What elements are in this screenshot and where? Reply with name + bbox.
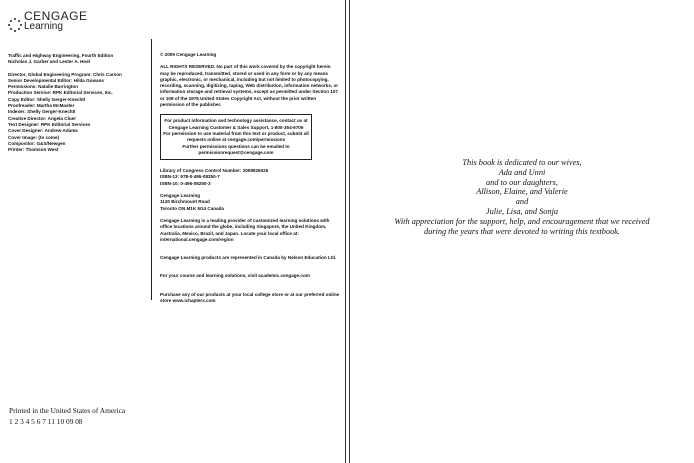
canada-note: Cengage Learning products are represented in Canada by Nelson Education Ltd. bbox=[160, 255, 337, 261]
logo-dots-icon bbox=[8, 18, 22, 32]
credit-line: Text Designer: RPK Editorial Services bbox=[8, 121, 91, 127]
printing-footer bbox=[9, 405, 125, 427]
credit-line: Cover Designer: Andrew Adams bbox=[8, 128, 78, 134]
dedication-line: and bbox=[515, 197, 529, 207]
cengage-logo bbox=[8, 9, 118, 39]
credit-line: Proofreader: Martha McMaster bbox=[8, 103, 75, 109]
isbn-13: ISBN-13: 978-0-495-08250-7 bbox=[160, 174, 220, 180]
rights-statement: ALL RIGHTS RESERVED. No part of this work covered by the copyright herein may be reproduced, transmitted, stored or used in any form or by any means graphic, electronic, or mechanical, including but not limited to photocopying, recording, scanning, digitizing, taping, Web distribution, information networks, or information storage and retrieval systems, except as permitted under Section 107 or 108 of the 1976 United States Copyright Act, without the prior written permission of the publisher. bbox=[160, 64, 339, 108]
isbn-10: ISBN-10: 0-495-08250-3 bbox=[160, 180, 211, 186]
contact-email: permissionrequest@cengage.com bbox=[198, 149, 274, 155]
column-divider bbox=[151, 39, 152, 300]
solutions-note: For your course and learning solutions, visit academic.cengage.com bbox=[160, 273, 310, 279]
dedication-line: during the years that were devoted to writing this textbook. bbox=[423, 226, 621, 236]
credit-line: Production Service: RPK Editorial Services, Inc. bbox=[8, 90, 113, 96]
printing-numbers: 1 2 3 4 5 6 7 11 10 09 08 bbox=[9, 417, 83, 426]
credit-line: Compositor: G&S/Newgen bbox=[8, 140, 66, 146]
dedication-line: This book is dedicated to our wives, bbox=[462, 158, 582, 167]
about-publisher: Cengage Learning is a leading provider of customized learning solutions with office locations around the globe, including Singapore, the United Kingdom, Australia, Mexico, Brazil, and Japan. Locate your local office at: international.cengage.com/region bbox=[160, 217, 330, 242]
credit-line: Cover Image: (to come) bbox=[8, 134, 60, 140]
credit-line: Permissions: Natalie Barrington bbox=[8, 84, 78, 90]
dedication-line: and to our daughters, bbox=[486, 177, 558, 187]
dedication bbox=[350, 158, 694, 236]
logo-subtitle: Learning bbox=[24, 21, 63, 32]
publisher-address: Cengage Learning bbox=[160, 193, 201, 199]
loc-number: Library of Congress Control Number: 2008926026 bbox=[160, 168, 269, 174]
contact-line: Cengage Learning Customer & Sales Support, 1-800-354-9706 bbox=[168, 124, 304, 130]
credit-line: Printer: Thomson West bbox=[8, 147, 59, 153]
dedication-line: Julie, Lisa, and Sonja bbox=[485, 206, 559, 216]
logo-wordmark: CENGAGE bbox=[24, 9, 88, 23]
book-authors: Nicholas J. Garber and Lester A. Hoel bbox=[8, 59, 91, 65]
credit-line: Senior Developmental Editor: Hilda Gowans bbox=[8, 77, 104, 83]
credit-line: Director, Global Engineering Program: Chris Carson bbox=[8, 71, 122, 77]
publisher-address: 1120 Birchmount Road bbox=[160, 199, 210, 205]
left-page bbox=[0, 0, 345, 463]
dedication-line: Ada and Unni bbox=[498, 167, 546, 177]
credit-line: Indexer: Shelly Gerger-Knechtl bbox=[8, 109, 76, 115]
right-page bbox=[350, 0, 694, 463]
contact-line: Further permissions questions can be emailed to bbox=[182, 143, 290, 149]
credit-line: Copy Editor: Shelly Gerger-Knechtl bbox=[8, 96, 86, 102]
copyright-column bbox=[160, 52, 340, 310]
contact-line: For permission to use material from this text or product, submit all requests online at cengage.com/permissions bbox=[163, 130, 309, 143]
printed-in: Printed in the United States of America bbox=[9, 406, 126, 415]
contact-box bbox=[160, 114, 312, 160]
credits-column bbox=[8, 53, 146, 153]
dedication-line: Allison, Elaine, and Valerie bbox=[476, 187, 568, 197]
publisher-address: Toronto ON M1K 5G4 Canada bbox=[160, 205, 224, 211]
copyright-line: © 2009 Cengage Learning bbox=[160, 52, 217, 57]
book-title: Traffic and Highway Engineering, Fourth Edition bbox=[8, 53, 114, 58]
contact-line: For product information and technology assistance, contact us at bbox=[164, 118, 308, 124]
dedication-line: With appreciation for the support, help, and encouragement that we received bbox=[394, 216, 650, 226]
credit-line: Creative Director: Angela Cluer bbox=[8, 115, 76, 121]
purchase-note: Purchase any of our products at your local college store or at our preferred online store www.ichapters.com bbox=[160, 291, 340, 304]
